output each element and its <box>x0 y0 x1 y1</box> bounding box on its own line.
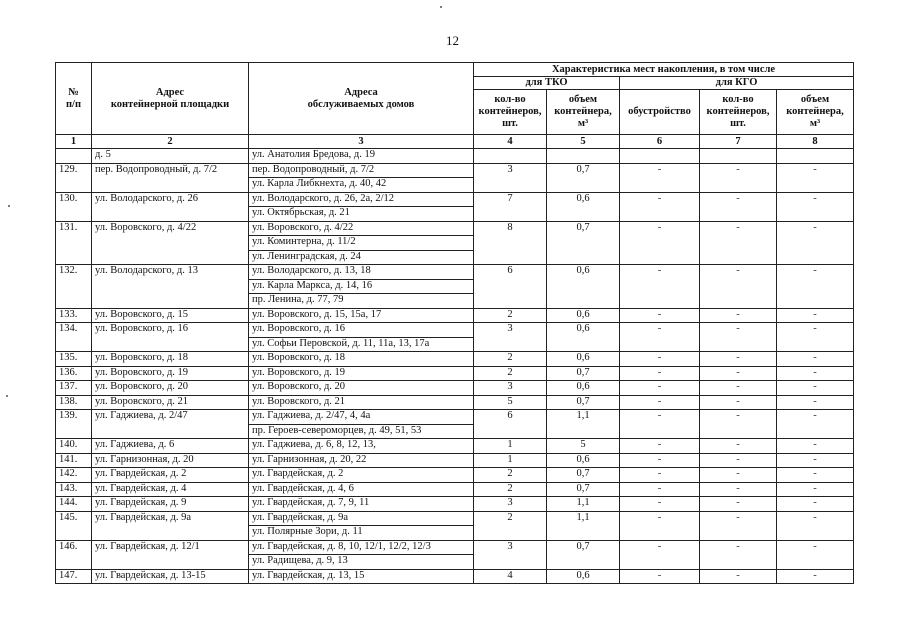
table-row <box>56 366 854 381</box>
served-houses <box>249 511 474 540</box>
site-address: ул. Гаджиева, д. 6 <box>92 439 249 454</box>
kgo-container-volume: - <box>777 468 854 483</box>
tko-container-count: 6 <box>474 410 547 439</box>
served-houses <box>249 482 474 497</box>
kgo-container-volume: - <box>777 366 854 381</box>
row-number: 130. <box>56 192 92 221</box>
header-characteristics: Характеристика мест накопления, в том числе <box>474 63 854 77</box>
tko-container-volume: 0,7 <box>547 540 620 569</box>
table-row <box>56 265 854 309</box>
header-tko: для ТКО <box>474 77 620 90</box>
column-number: 6 <box>620 135 700 149</box>
row-number: 146. <box>56 540 92 569</box>
served-house-address: ул. Володарского, д. 26, 2а, 2/12 <box>249 193 473 208</box>
tko-container-volume: 1,1 <box>547 497 620 512</box>
served-houses <box>249 366 474 381</box>
tko-container-count: 2 <box>474 308 547 323</box>
table-row <box>56 482 854 497</box>
served-house-address: ул. Полярные Зори, д. 11 <box>252 526 363 537</box>
kgo-arrangement <box>620 149 700 164</box>
table-row <box>56 163 854 192</box>
served-house-address: ул. Гаджиева, д. 2/47, 4, 4а <box>249 410 473 425</box>
kgo-container-count: - <box>700 453 777 468</box>
kgo-container-count <box>700 149 777 164</box>
table-row <box>56 439 854 454</box>
kgo-arrangement: - <box>620 352 700 367</box>
kgo-arrangement: - <box>620 192 700 221</box>
tko-container-volume: 0,6 <box>547 323 620 352</box>
row-number: 137. <box>56 381 92 396</box>
site-address: пер. Водопроводный, д. 7/2 <box>92 163 249 192</box>
row-number: 133. <box>56 308 92 323</box>
site-address: ул. Гвардейская, д. 13-15 <box>92 569 249 584</box>
header-count-tko: кол-во контейнеров, шт. <box>474 90 547 135</box>
scan-speck <box>8 205 10 207</box>
kgo-arrangement: - <box>620 540 700 569</box>
row-number: 134. <box>56 323 92 352</box>
served-house-address: ул. Воровского, д. 21 <box>252 395 346 407</box>
column-number: 8 <box>777 135 854 149</box>
tko-container-volume: 0,7 <box>547 221 620 265</box>
kgo-arrangement: - <box>620 468 700 483</box>
site-address: ул. Воровского, д. 19 <box>92 366 249 381</box>
row-number: 141. <box>56 453 92 468</box>
site-address: ул. Гвардейская, д. 12/1 <box>92 540 249 569</box>
header-volume-kgo: объем контейнера, м³ <box>777 90 854 135</box>
tko-container-volume: 0,6 <box>547 352 620 367</box>
tko-container-count: 8 <box>474 221 547 265</box>
kgo-arrangement: - <box>620 482 700 497</box>
served-houses <box>249 163 474 192</box>
kgo-container-volume: - <box>777 482 854 497</box>
header-num: № п/п <box>56 63 92 135</box>
row-number: 144. <box>56 497 92 512</box>
row-number: 132. <box>56 265 92 309</box>
kgo-container-count: - <box>700 569 777 584</box>
site-address: ул. Гвардейская, д. 9а <box>92 511 249 540</box>
served-houses <box>249 497 474 512</box>
site-address: ул. Гвардейская, д. 2 <box>92 468 249 483</box>
scan-speck <box>6 395 8 397</box>
tko-container-volume: 0,6 <box>547 381 620 396</box>
table-body <box>56 149 854 584</box>
column-number: 4 <box>474 135 547 149</box>
tko-container-volume: 1,1 <box>547 511 620 540</box>
kgo-container-volume: - <box>777 265 854 309</box>
kgo-arrangement: - <box>620 453 700 468</box>
tko-container-count: 7 <box>474 192 547 221</box>
served-houses <box>249 221 474 265</box>
kgo-arrangement: - <box>620 265 700 309</box>
table-row <box>56 323 854 352</box>
kgo-container-volume: - <box>777 352 854 367</box>
row-number: 136. <box>56 366 92 381</box>
tko-container-count: 3 <box>474 540 547 569</box>
served-house-address: ул. Воровского, д. 19 <box>252 366 346 378</box>
tko-container-volume: 0,6 <box>547 308 620 323</box>
table-row <box>56 192 854 221</box>
kgo-container-count: - <box>700 265 777 309</box>
tko-container-count: 2 <box>474 468 547 483</box>
kgo-container-volume <box>777 149 854 164</box>
served-houses <box>249 308 474 323</box>
site-address: ул. Гвардейская, д. 4 <box>92 482 249 497</box>
tko-container-volume: 0,7 <box>547 395 620 410</box>
site-address: ул. Воровского, д. 16 <box>92 323 249 352</box>
page-number: 12 <box>446 33 459 48</box>
site-address: ул. Гарнизонная, д. 20 <box>92 453 249 468</box>
kgo-container-count: - <box>700 497 777 512</box>
served-house-address: ул. Коминтерна, д. 11/2 <box>249 236 473 251</box>
site-address: ул. Гвардейская, д. 9 <box>92 497 249 512</box>
site-address: д. 5 <box>92 149 249 164</box>
served-houses <box>249 381 474 396</box>
kgo-arrangement: - <box>620 439 700 454</box>
table-row <box>56 511 854 540</box>
kgo-container-count: - <box>700 395 777 410</box>
kgo-container-count: - <box>700 308 777 323</box>
tko-container-volume <box>547 149 620 164</box>
served-house-address: ул. Карла Маркса, д. 14, 16 <box>249 280 473 295</box>
kgo-arrangement: - <box>620 221 700 265</box>
table-row <box>56 352 854 367</box>
served-house-address: ул. Гарнизонная, д. 20, 22 <box>252 453 367 465</box>
kgo-arrangement: - <box>620 497 700 512</box>
table-row <box>56 497 854 512</box>
kgo-container-count: - <box>700 163 777 192</box>
kgo-container-volume: - <box>777 308 854 323</box>
table-row <box>56 308 854 323</box>
row-number: 142. <box>56 468 92 483</box>
served-houses <box>249 453 474 468</box>
served-house-address: пр. Героев-североморцев, д. 49, 51, 53 <box>252 424 422 436</box>
kgo-container-count: - <box>700 540 777 569</box>
row-number: 147. <box>56 569 92 584</box>
row-number: 131. <box>56 221 92 265</box>
kgo-container-volume: - <box>777 540 854 569</box>
column-number: 1 <box>56 135 92 149</box>
site-address: ул. Володарского, д. 26 <box>92 192 249 221</box>
tko-container-volume: 0,7 <box>547 366 620 381</box>
table-header <box>56 63 854 149</box>
site-address: ул. Володарского, д. 13 <box>92 265 249 309</box>
row-number: 129. <box>56 163 92 192</box>
table-row <box>56 540 854 569</box>
table-row <box>56 149 854 164</box>
site-address: ул. Воровского, д. 20 <box>92 381 249 396</box>
served-house-address: ул. Воровского, д. 18 <box>252 352 346 363</box>
served-houses <box>249 439 474 454</box>
site-address: ул. Воровского, д. 21 <box>92 395 249 410</box>
kgo-container-count: - <box>700 381 777 396</box>
tko-container-count: 2 <box>474 482 547 497</box>
kgo-arrangement: - <box>620 366 700 381</box>
site-address: ул. Воровского, д. 18 <box>92 352 249 367</box>
served-house-address: ул. Воровского, д. 15, 15а, 17 <box>252 308 382 320</box>
tko-container-count: 3 <box>474 323 547 352</box>
served-house-address: пр. Ленина, д. 77, 79 <box>252 294 344 305</box>
tko-container-count: 1 <box>474 453 547 468</box>
kgo-container-volume: - <box>777 221 854 265</box>
tko-container-count: 2 <box>474 366 547 381</box>
kgo-arrangement: - <box>620 308 700 323</box>
tko-container-count: 2 <box>474 511 547 540</box>
served-house-address: ул. Воровского, д. 20 <box>252 381 346 392</box>
tko-container-volume: 0,7 <box>547 468 620 483</box>
kgo-container-count: - <box>700 352 777 367</box>
served-house-address: ул. Гвардейская, д. 7, 9, 11 <box>252 497 370 508</box>
tko-container-volume: 0,6 <box>547 569 620 584</box>
kgo-container-volume: - <box>777 192 854 221</box>
kgo-container-count: - <box>700 482 777 497</box>
served-house-address: ул. Карла Либкнехта, д. 40, 42 <box>252 178 387 189</box>
kgo-arrangement: - <box>620 410 700 439</box>
served-house-address: ул. Софьи Перовской, д. 11, 11а, 13, 17а <box>252 337 430 349</box>
served-house-address: ул. Воровского, д. 16 <box>249 323 473 338</box>
tko-container-volume: 0,7 <box>547 163 620 192</box>
served-house-address: пер. Водопроводный, д. 7/2 <box>249 164 473 179</box>
tko-container-volume: 0,7 <box>547 482 620 497</box>
table-row <box>56 410 854 439</box>
tko-container-volume: 0,6 <box>547 192 620 221</box>
served-houses <box>249 410 474 439</box>
kgo-container-volume: - <box>777 323 854 352</box>
header-column-numbers <box>56 135 854 149</box>
tko-container-count: 5 <box>474 395 547 410</box>
served-house-address: ул. Володарского, д. 13, 18 <box>249 265 473 280</box>
kgo-arrangement: - <box>620 511 700 540</box>
tko-container-volume: 0,6 <box>547 453 620 468</box>
served-house-address: ул. Гвардейская, д. 8, 10, 12/1, 12/2, 12/3 <box>249 541 473 556</box>
kgo-container-volume: - <box>777 410 854 439</box>
served-house-address: ул. Октябрьская, д. 21 <box>252 207 350 218</box>
tko-container-volume: 5 <box>547 439 620 454</box>
column-number: 5 <box>547 135 620 149</box>
container-sites-table <box>55 62 854 584</box>
row-number: 143. <box>56 482 92 497</box>
row-number <box>56 149 92 164</box>
kgo-container-volume: - <box>777 453 854 468</box>
tko-container-count: 1 <box>474 439 547 454</box>
kgo-arrangement: - <box>620 395 700 410</box>
served-house-address: ул. Гвардейская, д. 4, 6 <box>252 482 354 494</box>
row-number: 139. <box>56 410 92 439</box>
kgo-container-count: - <box>700 410 777 439</box>
row-number: 138. <box>56 395 92 410</box>
kgo-container-count: - <box>700 192 777 221</box>
header-kgo: для КГО <box>620 77 854 90</box>
served-houses <box>249 395 474 410</box>
served-house-address: ул. Воровского, д. 4/22 <box>249 222 473 237</box>
tko-container-count <box>474 149 547 164</box>
kgo-arrangement: - <box>620 569 700 584</box>
tko-container-count: 3 <box>474 163 547 192</box>
table-row <box>56 381 854 396</box>
kgo-container-count: - <box>700 366 777 381</box>
table-row <box>56 453 854 468</box>
kgo-container-volume: - <box>777 569 854 584</box>
row-number: 140. <box>56 439 92 454</box>
column-number: 7 <box>700 135 777 149</box>
kgo-container-count: - <box>700 221 777 265</box>
kgo-container-count: - <box>700 323 777 352</box>
row-number: 135. <box>56 352 92 367</box>
served-house-address: ул. Ленинградская, д. 24 <box>252 250 361 262</box>
tko-container-count: 6 <box>474 265 547 309</box>
scan-speck <box>440 6 442 8</box>
served-house-address: ул. Радищева, д. 9, 13 <box>252 555 348 566</box>
served-houses <box>249 323 474 352</box>
served-house-address: ул. Гаджиева, д. 6, 8, 12, 13, <box>252 439 376 450</box>
kgo-container-volume: - <box>777 395 854 410</box>
tko-container-count: 3 <box>474 381 547 396</box>
site-address: ул. Воровского, д. 4/22 <box>92 221 249 265</box>
served-house-address: ул. Анатолия Бредова, д. 19 <box>252 149 375 160</box>
served-house-address: ул. Гвардейская, д. 9а <box>249 512 473 527</box>
served-houses <box>249 265 474 309</box>
served-houses <box>249 540 474 569</box>
table-row <box>56 569 854 584</box>
column-number: 3 <box>249 135 474 149</box>
header-volume-tko: объем контейнера, м³ <box>547 90 620 135</box>
header-arrangement: обустройство <box>620 90 700 135</box>
kgo-container-volume: - <box>777 163 854 192</box>
header-address: Адрес контейнерной площадки <box>92 63 249 135</box>
site-address: ул. Воровского, д. 15 <box>92 308 249 323</box>
served-houses <box>249 468 474 483</box>
kgo-container-volume: - <box>777 511 854 540</box>
kgo-container-volume: - <box>777 497 854 512</box>
kgo-container-volume: - <box>777 381 854 396</box>
site-address: ул. Гаджиева, д. 2/47 <box>92 410 249 439</box>
kgo-container-count: - <box>700 439 777 454</box>
served-houses <box>249 569 474 584</box>
column-number: 2 <box>92 135 249 149</box>
tko-container-count: 4 <box>474 569 547 584</box>
header-served-houses: Адреса обслуживаемых домов <box>249 63 474 135</box>
kgo-arrangement: - <box>620 323 700 352</box>
row-number: 145. <box>56 511 92 540</box>
header-count-kgo: кол-во контейнеров, шт. <box>700 90 777 135</box>
table-row <box>56 395 854 410</box>
served-house-address: ул. Гвардейская, д. 2 <box>252 468 344 479</box>
served-houses <box>249 192 474 221</box>
tko-container-count: 2 <box>474 352 547 367</box>
served-houses <box>249 149 474 164</box>
table-row <box>56 221 854 265</box>
kgo-arrangement: - <box>620 163 700 192</box>
served-house-address: ул. Гвардейская, д. 13, 15 <box>252 569 365 581</box>
served-houses <box>249 352 474 367</box>
tko-container-volume: 1,1 <box>547 410 620 439</box>
table-row <box>56 468 854 483</box>
kgo-container-count: - <box>700 511 777 540</box>
tko-container-count: 3 <box>474 497 547 512</box>
kgo-arrangement: - <box>620 381 700 396</box>
kgo-container-volume: - <box>777 439 854 454</box>
tko-container-volume: 0,6 <box>547 265 620 309</box>
kgo-container-count: - <box>700 468 777 483</box>
